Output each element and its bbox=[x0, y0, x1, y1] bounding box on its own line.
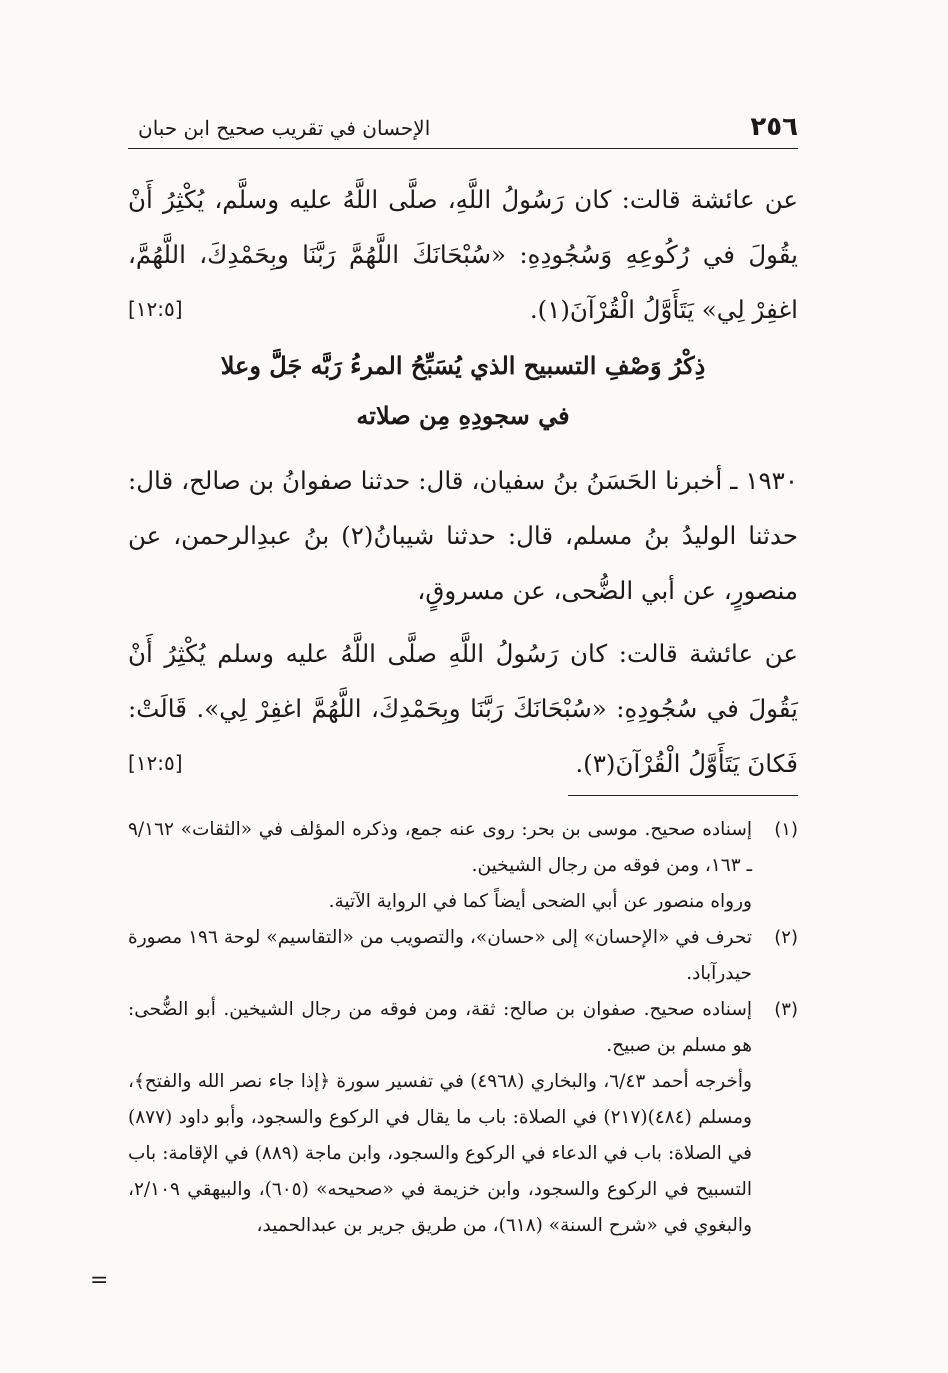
hadith-text-2: عن عائشة قالت: كان رَسُولُ اللَّهِ صلَّى اللَّهُ عليه وسلم يُكْثِرُ أَنْ يَقُولَ في سُجُودِهِ: «سُبْحَانَكَ رَبَّنَا وبِحَمْدِكَ، اللَّهُمَّ اغفِرْ لِي». قَالَتْ: فَكانَ يَتَأَوَّلُ الْقُرْآنَ(٣). [١٢:٥] bbox=[128, 626, 798, 791]
continuation-mark: = bbox=[90, 1268, 109, 1293]
footnote-number: (١) bbox=[774, 819, 798, 840]
footnote-2 bbox=[128, 920, 798, 992]
footnote-1 bbox=[128, 812, 798, 884]
footnote-1-extra: ورواه منصور عن أبي الضحى أيضاً كما في الرواية الآتية. bbox=[328, 891, 752, 912]
isnad-text: ١٩٣٠ ـ أخبرنا الحَسَنُ بنُ سفيان، قال: حدثنا صفوانُ بن صالح، قال: حدثنا الوليدُ بنُ مسلم، قال: حدثنا شيبانُ(٢) بنُ عبدِالرحمن، عن منصورٍ، عن أبي الضُّحى، عن مسروقٍ، bbox=[128, 466, 798, 605]
reference-1: [١٢:٥] bbox=[128, 297, 183, 321]
main-text bbox=[128, 172, 798, 791]
footnote-text: إسناده صحيح. صفوان بن صالح: ثقة، ومن فوقه من رجال الشيخين. أبو الضُّحى: هو مسلم بن صبيح. bbox=[128, 999, 752, 1056]
heading-line-2: في سجودِهِ مِن صلاته bbox=[356, 401, 570, 430]
footnote-text: تحرف في «الإحسان» إلى «حسان»، والتصويب من «التقاسيم» لوحة ١٩٦ مصورة حيدرآباد. bbox=[128, 927, 752, 984]
footnotes bbox=[128, 812, 798, 1244]
running-header bbox=[128, 108, 798, 149]
book-title: الإحسان في تقريب صحيح ابن حبان bbox=[138, 116, 431, 140]
hadith-text-1: عن عائشة قالت: كان رَسُولُ اللَّهِ، صلَّى اللَّهُ عليه وسلَّم، يُكْثِرُ أَنْ يقُولَ في رُكُوعِهِ وَسُجُودِهِ: «سُبْحَانَكَ اللَّهُمَّ رَبَّنَا وبِحَمْدِكَ، اللَّهُمَّ، اغفِرْ لِي» يَتَأَوَّلُ الْقُرْآنَ(١). [١٢:٥] bbox=[128, 172, 798, 337]
reference-2: [١٢:٥] bbox=[128, 751, 183, 775]
footnote-3-extra: وأخرجه أحمد ٦/٤٣، والبخاري (٤٩٦٨) في تفسير سورة ﴿إذا جاء نصر الله والفتح﴾، ومسلم (٤٨٤)(٢١٧) في الصلاة: باب ما يقال في الركوع والسجود، وأبو داود (٨٧٧) في الصلاة: باب في الدعاء في الركوع والسجود، وابن ماجة (٨٨٩) في الإقامة: باب التسبيح في الركوع والسجود، وابن خزيمة في «صحيحه» (٦٠٥)، والبيهقي ٢/١٠٩، والبغوي في «شرح السنة» (٦١٨)، من طريق جرير بن عبدالحميد، bbox=[128, 1071, 752, 1236]
footnote-number: (٢) bbox=[774, 927, 798, 948]
section-heading bbox=[128, 341, 798, 441]
footnote-separator bbox=[568, 795, 798, 796]
page-number: ٢٥٦ bbox=[750, 112, 798, 142]
footnote-number: (٣) bbox=[774, 999, 798, 1020]
footnote-text: إسناده صحيح. موسى بن بحر: روى عنه جمع، وذكره المؤلف في «الثقات» ٩/١٦٢ ـ ١٦٣، ومن فوقه من رجال الشيخين. bbox=[128, 819, 752, 876]
heading-line-1: ذِكْرُ وَصْفِ التسبيح الذي يُسَبِّحُ المرءُ رَبَّه جَلَّ وعلا bbox=[220, 351, 706, 380]
footnote-3 bbox=[128, 992, 798, 1064]
